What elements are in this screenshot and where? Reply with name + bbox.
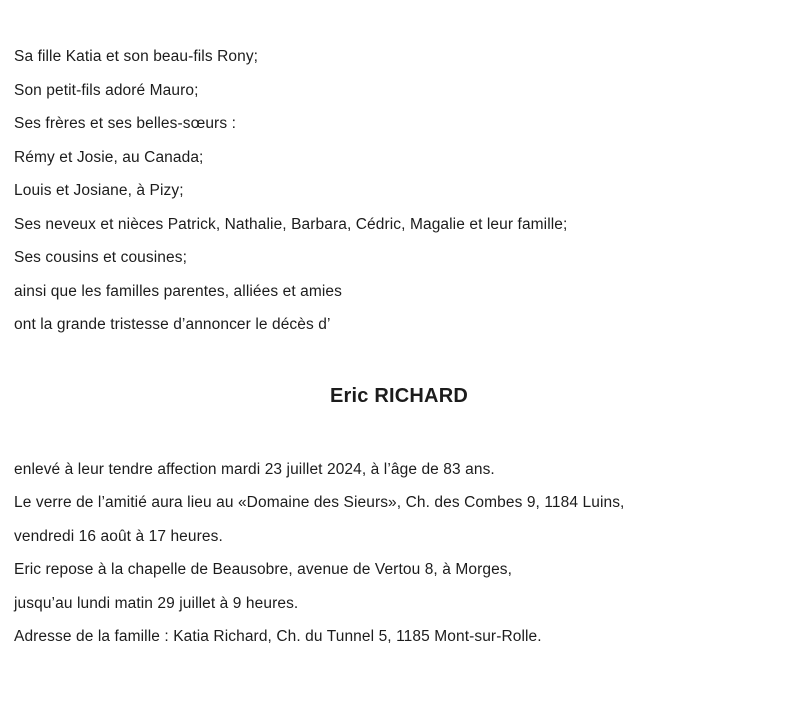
notice-line: Eric repose à la chapelle de Beausobre, avenue de Vertou 8, à Morges,: [14, 561, 513, 578]
notice-line: Rémy et Josie, au Canada;: [14, 148, 204, 166]
deceased-name-heading: Eric RICHARD: [330, 384, 468, 407]
notice-line: Ses cousins et cousines;: [14, 249, 187, 266]
notice-line: ainsi que les familles parentes, alliées et amies: [14, 282, 342, 300]
notice-line: Ses frères et ses belles-sœurs :: [14, 115, 236, 132]
notice-line: ont la grande tristesse d’annoncer le décès d’: [14, 316, 331, 333]
notice-line: Sa fille Katia et son beau-fils Rony;: [14, 48, 259, 65]
notice-line: Son petit-fils adoré Mauro;: [14, 81, 199, 99]
notice-line: Le verre de l’amitié aura lieu au «Domaine des Sieurs», Ch. des Combes 9, 1184 Luins,: [14, 494, 625, 511]
notice-line: jusqu’au lundi matin 29 juillet à 9 heures.: [14, 594, 299, 612]
notice-line: Adresse de la famille : Katia Richard, Ch. du Tunnel 5, 1185 Mont-sur-Rolle.: [14, 628, 542, 645]
notice-line: Ses neveux et nièces Patrick, Nathalie, Barbara, Cédric, Magalie et leur famille;: [14, 215, 568, 233]
notice-line: vendredi 16 août à 17 heures.: [14, 527, 223, 545]
notice-line: enlevé à leur tendre affection mardi 23 juillet 2024, à l’âge de 83 ans.: [14, 460, 495, 478]
notice-line: Louis et Josiane, à Pizy;: [14, 182, 184, 199]
